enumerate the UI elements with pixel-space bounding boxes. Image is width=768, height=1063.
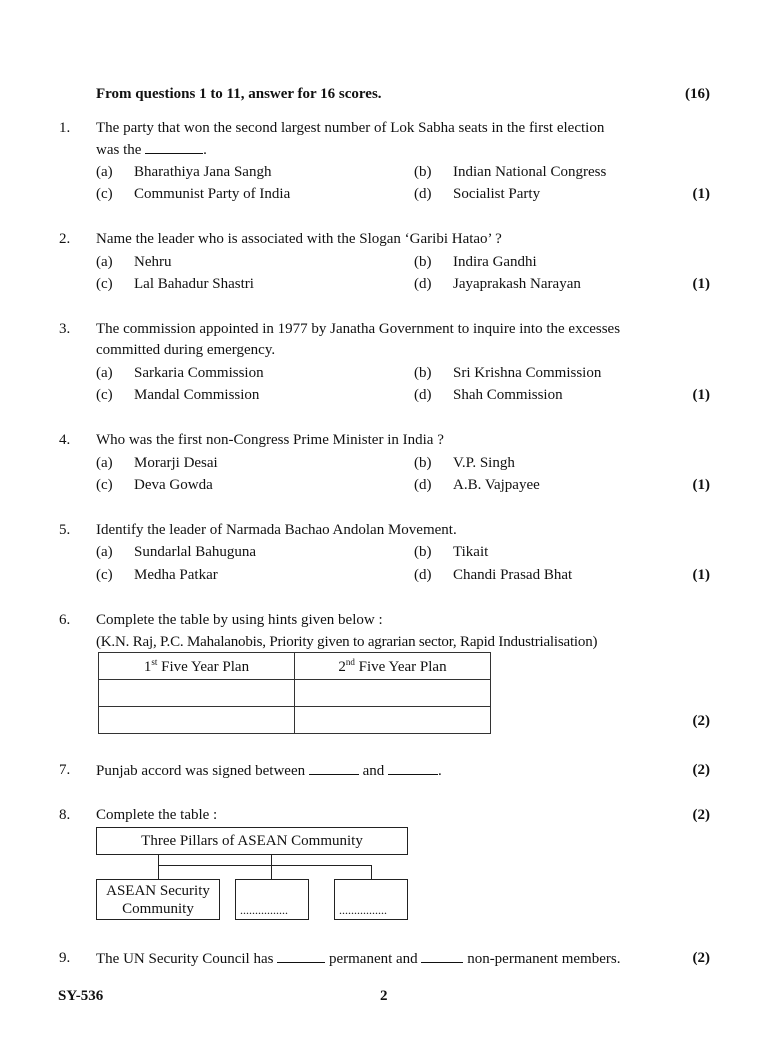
pillar-label: Community: [122, 901, 194, 917]
option-text: Deva Gowda: [134, 477, 213, 493]
connector-line: [271, 855, 272, 880]
option-text: Mandal Commission: [134, 387, 260, 403]
question-stem: The UN Security Council has permanent and non-permanent members.: [96, 948, 620, 969]
option-label: (d): [414, 567, 432, 583]
question-stem: The party that won the second largest number of Lok Sabha seats in the first election: [96, 120, 605, 136]
question-score: (1): [692, 387, 710, 403]
option-text: Shah Commission: [453, 387, 563, 403]
question-stem: Punjab accord was signed between and .: [96, 760, 442, 781]
option-label: (b): [414, 455, 432, 471]
option-label: (a): [96, 254, 113, 270]
section-instruction: From questions 1 to 11, answer for 16 scores.: [96, 86, 382, 102]
option-label: (c): [96, 387, 113, 403]
option-text: Indira Gandhi: [453, 254, 537, 270]
question-number: 3.: [59, 321, 71, 337]
connector-line: [158, 865, 372, 866]
question-stem: Identify the leader of Narmada Bachao Andolan Movement.: [96, 522, 457, 538]
question-score: (1): [692, 186, 710, 202]
question-stem: Complete the table by using hints given below :: [96, 612, 383, 628]
blank-dots: ................: [339, 903, 387, 917]
option-text: Morarji Desai: [134, 455, 218, 471]
question-number: 6.: [59, 612, 71, 628]
question-stem: The commission appointed in 1977 by Janatha Government to inquire into the excesses: [96, 321, 621, 337]
table-cell-blank[interactable]: [295, 680, 491, 707]
question-score: (2): [692, 762, 710, 778]
question-number: 2.: [59, 231, 71, 247]
option-label: (d): [414, 276, 432, 292]
question-hints: (K.N. Raj, P.C. Mahalanobis, Priority given to agrarian sector, Rapid Industrialisation): [96, 634, 598, 650]
question-stem: Name the leader who is associated with the Slogan ‘Garibi Hatao’ ?: [96, 231, 502, 247]
option-label: (a): [96, 455, 113, 471]
question-number: 5.: [59, 522, 71, 538]
option-text: V.P. Singh: [453, 455, 515, 471]
question-stem-line2: committed during emergency.: [96, 342, 276, 358]
question-stem-line2: was the .: [96, 139, 207, 160]
option-label: (a): [96, 544, 113, 560]
question-score: (2): [692, 950, 710, 966]
table-cell-blank[interactable]: [99, 707, 295, 734]
question-number: 9.: [59, 950, 71, 966]
option-label: (b): [414, 254, 432, 270]
table-cell-blank[interactable]: [99, 680, 295, 707]
option-text: Sri Krishna Commission: [453, 365, 602, 381]
option-label: (b): [414, 164, 432, 180]
table-header-first-plan: 1st Five Year Plan: [99, 653, 295, 680]
question-stem: Complete the table :: [96, 807, 218, 823]
question-stem: Who was the first non-Congress Prime Minister in India ?: [96, 432, 444, 448]
question-score: (1): [692, 477, 710, 493]
option-text: Nehru: [134, 254, 172, 270]
asean-pillar-blank[interactable]: [334, 879, 408, 920]
question-score: (2): [692, 807, 710, 823]
table-header-second-plan: 2nd Five Year Plan: [295, 653, 491, 680]
option-label: (a): [96, 365, 113, 381]
option-text: Tikait: [453, 544, 489, 560]
option-label: (d): [414, 477, 432, 493]
option-text: Chandi Prasad Bhat: [453, 567, 573, 583]
option-label: (c): [96, 567, 113, 583]
option-label: (a): [96, 164, 113, 180]
question-number: 7.: [59, 762, 71, 778]
question-score: (2): [692, 713, 710, 729]
option-text: Indian National Congress: [453, 164, 607, 180]
asean-pillar-security: [96, 879, 220, 920]
connector-line: [158, 865, 159, 880]
answer-blank[interactable]: [145, 139, 203, 154]
option-text: Lal Bahadur Shastri: [134, 276, 254, 292]
option-text: Socialist Party: [453, 186, 541, 202]
option-text: Bharathiya Jana Sangh: [134, 164, 272, 180]
option-label: (b): [414, 365, 432, 381]
question-score: (1): [692, 567, 710, 583]
connector-line: [371, 865, 372, 880]
question-score: (1): [692, 276, 710, 292]
question-number: 1.: [59, 120, 71, 136]
answer-blank[interactable]: [277, 948, 325, 963]
blank-dots: ................: [240, 903, 288, 917]
answer-blank[interactable]: [309, 760, 359, 775]
option-label: (c): [96, 186, 113, 202]
five-year-plan-table: [98, 652, 491, 734]
table-cell-blank[interactable]: [295, 707, 491, 734]
option-label: (b): [414, 544, 432, 560]
option-label: (c): [96, 477, 113, 493]
section-total-score: (16): [685, 86, 710, 102]
paper-code: SY-536: [58, 988, 104, 1004]
question-number: 8.: [59, 807, 71, 823]
asean-pillar-blank[interactable]: [235, 879, 309, 920]
option-label: (c): [96, 276, 113, 292]
page-number: 2: [380, 988, 388, 1004]
option-label: (d): [414, 186, 432, 202]
answer-blank[interactable]: [421, 948, 463, 963]
option-label: (d): [414, 387, 432, 403]
option-text: Jayaprakash Narayan: [453, 276, 581, 292]
answer-blank[interactable]: [388, 760, 438, 775]
asean-diagram-title: Three Pillars of ASEAN Community: [96, 827, 408, 855]
question-number: 4.: [59, 432, 71, 448]
option-text: Sundarlal Bahuguna: [134, 544, 257, 560]
option-text: Sarkaria Commission: [134, 365, 264, 381]
option-text: Medha Patkar: [134, 567, 218, 583]
option-text: Communist Party of India: [134, 186, 291, 202]
option-text: A.B. Vajpayee: [453, 477, 540, 493]
pillar-label: ASEAN Security: [106, 883, 210, 899]
